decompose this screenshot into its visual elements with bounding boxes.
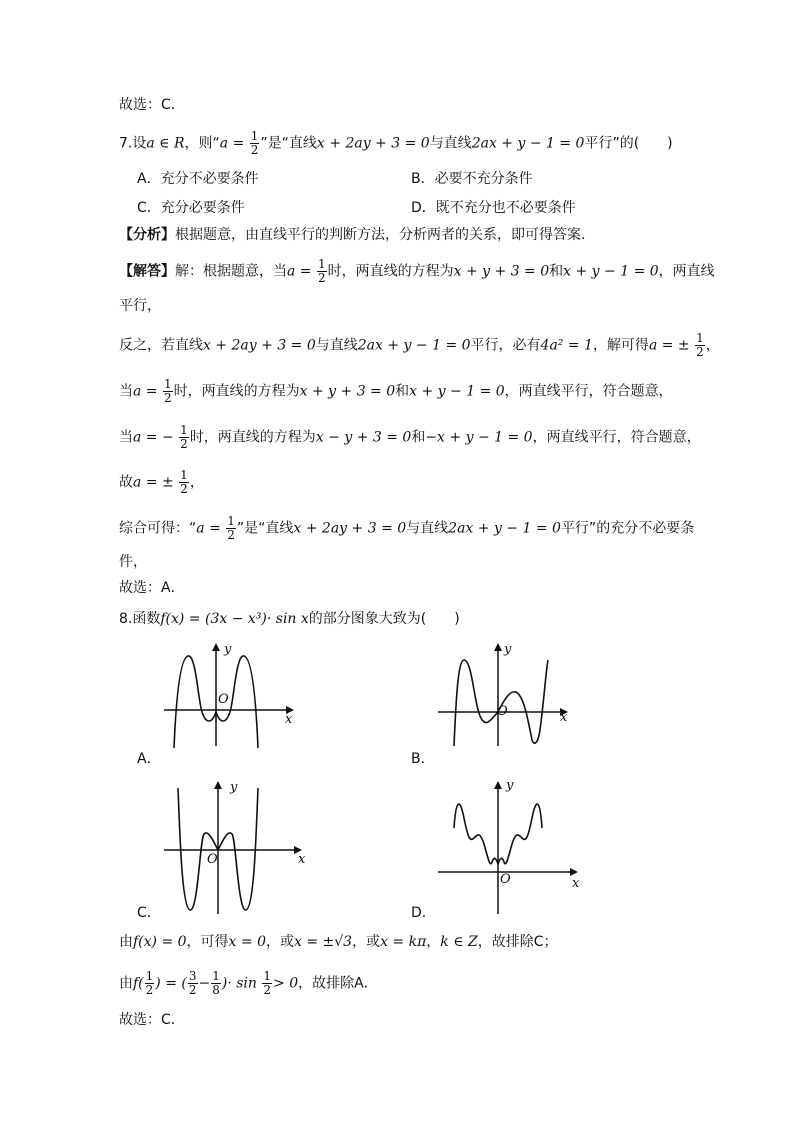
q7-solution-line8: 件， xyxy=(119,554,147,570)
q7-solution-line6: 故a = ± $\frac{1}{2}$ ， xyxy=(119,468,204,496)
q7-option-b[interactable]: B．必要不充分条件 xyxy=(411,171,533,187)
q7-solution-line2: 平行， xyxy=(119,298,161,314)
q7-option-a[interactable]: A．充分不必要条件 xyxy=(137,171,259,187)
q8-final-answer: 故选：C． xyxy=(119,1012,185,1028)
graph-c[interactable] xyxy=(160,778,305,918)
graph-a-y-label: y xyxy=(224,642,232,657)
graph-a-x-label: x xyxy=(285,712,293,727)
graph-d-x-label: x xyxy=(572,876,580,891)
graph-b-y-label: y xyxy=(504,642,512,657)
q7-option-c[interactable]: C．充分必要条件 xyxy=(137,200,245,216)
graph-d[interactable] xyxy=(434,778,582,918)
q7-solution-line7: 综合可得：“a = $\frac{1}{2}$ ”是“直线x + 2ay + 3 = 0与直线2ax + y − 1 = 0平行”的充分不必要条 xyxy=(119,514,695,542)
graph-b-label[interactable]: B． xyxy=(411,751,435,767)
q7-solution-line3: 反之，若直线x + 2ay + 3 = 0与直线2ax + y − 1 = 0平行，必有4a² = 1，解可得a = ± $\frac{1}{2}$ ， xyxy=(119,331,720,359)
graph-a-label[interactable]: A． xyxy=(137,751,161,767)
q7-solution-line5: 当a = − $\frac{1}{2}$ 时，两直线的方程为x − y + 3 = 0和−x + y − 1 = 0，两直线平行，符合题意， xyxy=(119,423,701,451)
graph-b-x-label: x xyxy=(560,710,568,725)
graph-c-x-label: x xyxy=(298,852,306,867)
q7-solution-line1: 【解答】解：根据题意，当a = $\frac{1}{2}$ 时，两直线的方程为x + y + 3 = 0和x + y − 1 = 0，两直线 xyxy=(119,257,715,285)
graph-d-origin: O xyxy=(500,872,511,887)
graph-c-y-label: y xyxy=(230,780,238,795)
graph-c-origin: O xyxy=(207,852,218,867)
fraction-half: $\frac{1}{2}$ xyxy=(250,129,259,157)
graph-d-y-label: y xyxy=(506,778,514,793)
q7-analysis: 【分析】根据题意，由直线平行的判断方法，分析两者的关系，即可得答案． xyxy=(119,227,595,243)
graph-a-origin: O xyxy=(218,692,229,707)
curve-b xyxy=(454,660,548,746)
q7-stem: 7.设a ∈ R，则“a = $\frac{1}{2}$ ”是“直线x + 2ay + 3 = 0与直线2ax + y − 1 = 0平行”的( ) xyxy=(119,129,673,157)
q8-stem: 8.函数f(x) = (3x − x³)· sin x的部分图象大致为( ) xyxy=(119,611,460,627)
q8-solution-line2: 由f( $\frac{1}{2}$ ) = ( $\frac{3}{2}$ − $\frac{1}{8}$ )· sin $\frac{1}{2}$ > 0，故排除A． xyxy=(119,969,378,997)
q7-solution-line4: 当a = $\frac{1}{2}$ 时，两直线的方程为x + y + 3 = 0和x + y − 1 = 0，两直线平行，符合题意， xyxy=(119,377,673,405)
q7-option-d[interactable]: D．既不充分也不必要条件 xyxy=(411,200,576,216)
graph-d-label[interactable]: D． xyxy=(411,905,436,921)
graph-c-label[interactable]: C． xyxy=(137,905,161,921)
q7-final-answer: 故选：A． xyxy=(119,580,185,596)
q8-solution-line1: 由f(x) = 0，可得x = 0，或x = ±√3，或x = kπ，k ∈ Z，故排除C； xyxy=(119,934,558,950)
graph-b-origin: O xyxy=(497,704,508,719)
previous-answer: 故选：C． xyxy=(119,97,185,113)
